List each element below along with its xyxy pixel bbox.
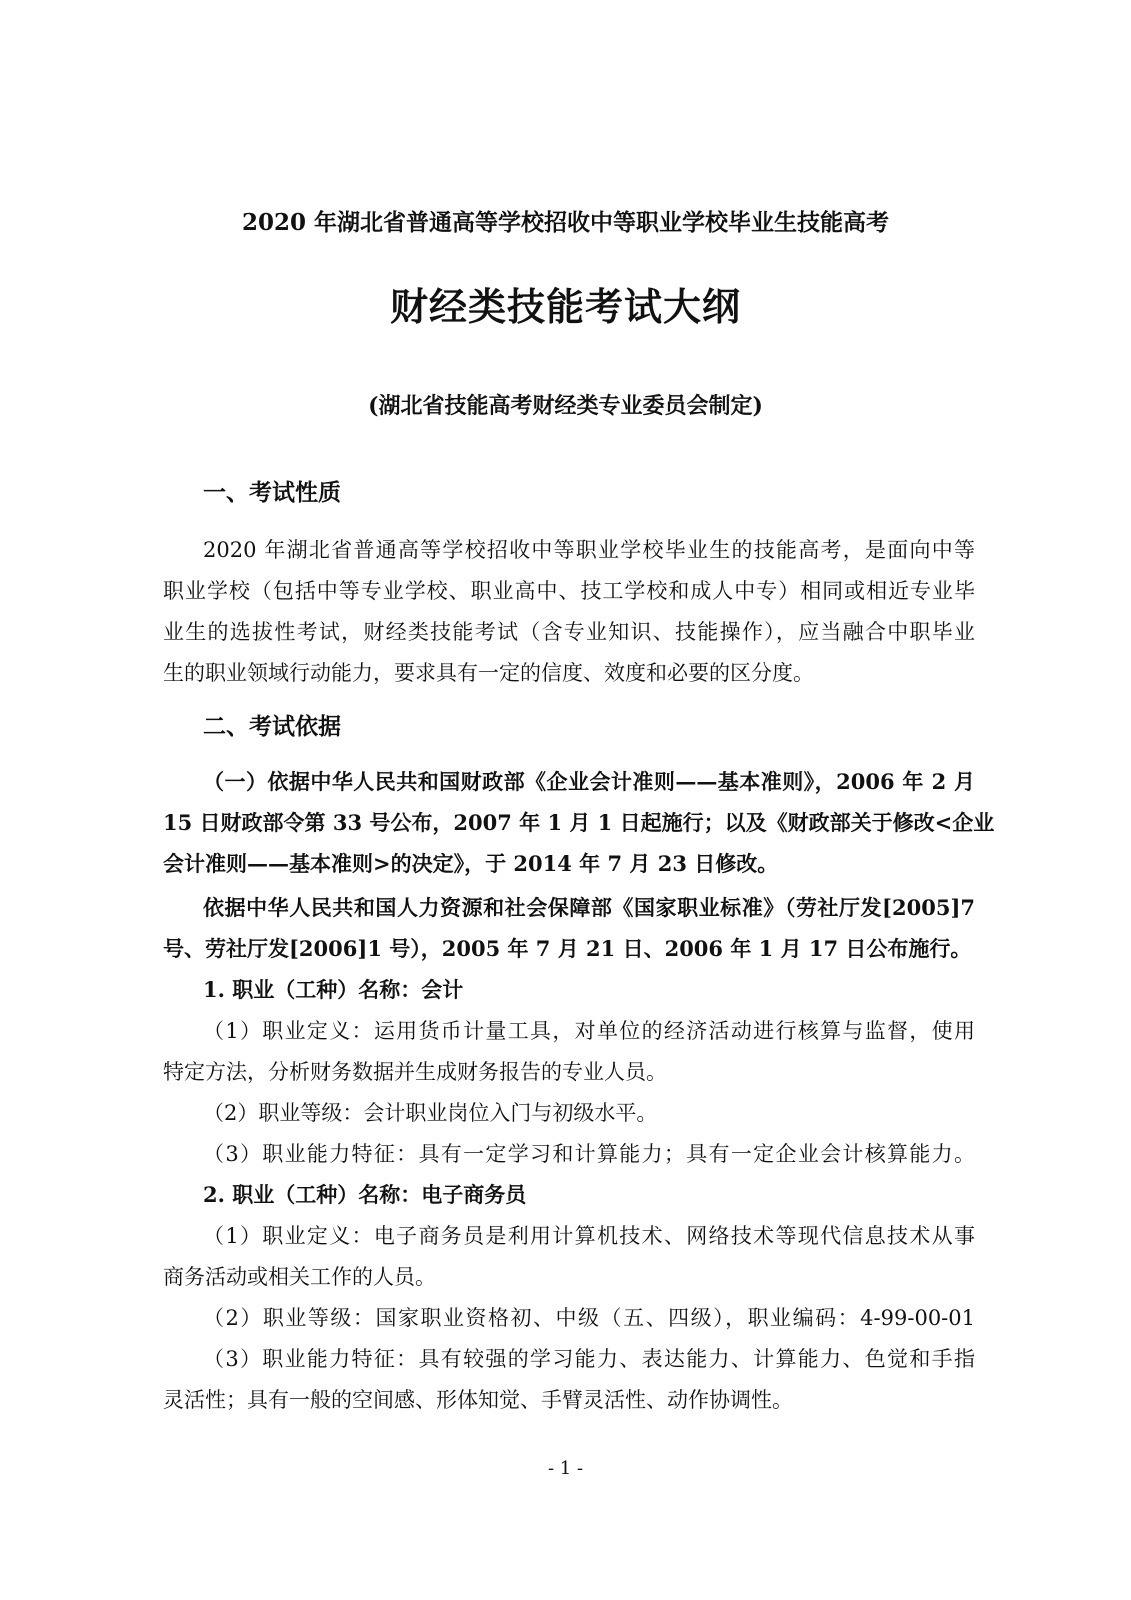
basis1-line: （一）依据中华人民共和国财政部《企业会计准则——基本准则》，2006 年 2 月: [203, 769, 975, 794]
job2-definition-line: 商务活动或相关工作的人员。: [163, 1265, 436, 1289]
title-line-1: 2020 年湖北省普通高等学校招收中等职业学校毕业生技能高考: [241, 209, 890, 236]
section1-line: 职业学校（包括中等专业学校、职业高中、技工学校和成人中专）相同或相近专业毕: [163, 579, 975, 603]
basis2-line: 号、劳社厅发[2006]1 号），2005 年 7 月 21 日、2006 年 1 月 17 日公布施行。: [163, 936, 972, 961]
section1-heading: 一、考试性质: [203, 479, 341, 506]
job1-definition-line: （1）职业定义：运用货币计量工具，对单位的经济活动进行核算与监督，使用: [203, 1019, 975, 1043]
section1-line: 生的职业领域行动能力，要求具有一定的信度、效度和必要的区分度。: [163, 661, 814, 685]
section1-line: 业生的选拔性考试，财经类技能考试（含专业知识、技能操作），应当融合中职毕业: [163, 620, 975, 644]
basis1-line: 会计准则——基本准则>的决定》，于 2014 年 7 月 23 日修改。: [163, 851, 779, 876]
page-number: - 1 -: [547, 1458, 584, 1479]
job2-level: （2）职业等级：国家职业资格初、中级（五、四级），职业编码：4-99-00-01: [203, 1306, 975, 1330]
job2-ability-line: （3）职业能力特征：具有较强的学习能力、表达能力、计算能力、色觉和手指: [203, 1347, 975, 1371]
page-title: 财经类技能考试大纲: [389, 284, 741, 329]
subtitle: (湖北省技能高考财经类专业委员会制定): [368, 393, 763, 419]
basis1-line: 15 日财政部令第 33 号公布，2007 年 1 月 1 日起施行；以及《财政部关于修改<企业: [163, 810, 995, 835]
job2-ability-line: 灵活性；具有一般的空间感、形体知觉、手臂灵活性、动作协调性。: [163, 1388, 793, 1412]
job1-level: （2）职业等级：会计职业岗位入门与初级水平。: [203, 1101, 658, 1125]
job1-definition-line: 特定方法，分析财务数据并生成财务报告的专业人员。: [163, 1060, 667, 1084]
basis2-line: 依据中华人民共和国人力资源和社会保障部《国家职业标准》（劳社厅发[2005]7: [203, 895, 975, 920]
job2-definition-line: （1）职业定义：电子商务员是利用计算机技术、网络技术等现代信息技术从事: [203, 1224, 975, 1248]
job1-title: 1. 职业（工种）名称：会计: [203, 977, 464, 1002]
job2-title: 2. 职业（工种）名称：电子商务员: [203, 1182, 527, 1207]
job1-ability: （3）职业能力特征：具有一定学习和计算能力；具有一定企业会计核算能力。: [203, 1142, 975, 1166]
section2-heading: 二、考试依据: [203, 713, 341, 740]
section1-line: 2020 年湖北省普通高等学校招收中等职业学校毕业生的技能高考，是面向中等: [203, 538, 975, 562]
